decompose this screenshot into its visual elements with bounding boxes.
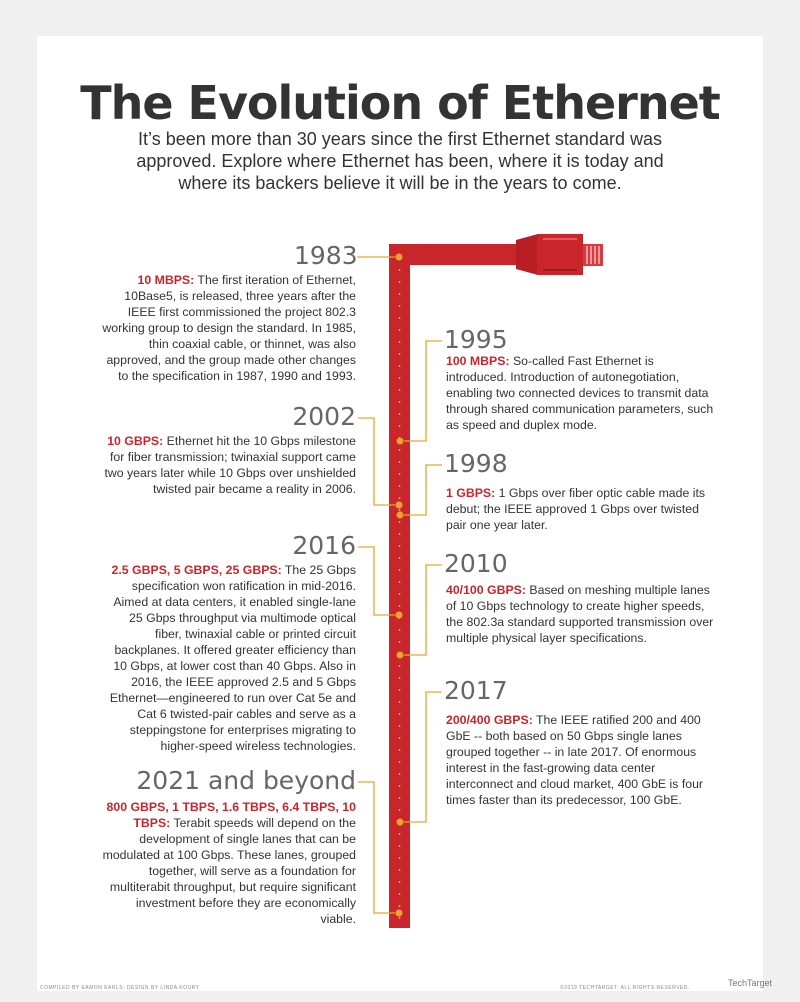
speed-label: 2.5 GBPS, 5 GBPS, 25 GBPS:: [111, 563, 282, 577]
cable-dot: [399, 293, 401, 295]
cable-dot: [399, 341, 401, 343]
speed-label: 10 GBPS:: [107, 434, 164, 448]
cable-dot: [399, 893, 401, 895]
cable-dot: [399, 857, 401, 859]
milestone-text: So-called Fast Ethernet is introduced. Introduction of autonegotiation, enabling two connected devices to transmit data through shared communication parameters, such as speed and duplex mode.: [446, 354, 714, 432]
cable-dot: [399, 629, 401, 631]
cable-dot: [399, 413, 401, 415]
milestone-2010-desc: [446, 582, 716, 646]
cable-dot: [399, 665, 401, 667]
milestone-2017-desc: [446, 712, 714, 808]
cable-dot: [399, 677, 401, 679]
cable-dot: [399, 725, 401, 727]
cable-dot: [399, 389, 401, 391]
copyright-text: ©2019 TECHTARGET. ALL RIGHTS RESERVED.: [560, 985, 690, 991]
cable-dot: [399, 281, 401, 283]
cable-dot: [399, 425, 401, 427]
cable-dot: [399, 485, 401, 487]
cable-dot: [399, 797, 401, 799]
credits-text: COMPILED BY EAMON EARLS; DESIGN BY LINDA KOURY: [40, 985, 200, 991]
year-2021-and-beyond: 2021 and beyond: [136, 766, 356, 795]
cable-dot: [399, 269, 401, 271]
cable-dot: [399, 545, 401, 547]
cable-dot: [399, 917, 401, 919]
speed-label: 1 GBPS:: [446, 486, 496, 500]
milestone-text: The IEEE ratified 200 and 400 GbE -- both based on 50 Gbps single lanes grouped together -- in late 2017. Of enormous interest in the fast-growing data center interconnect and cloud market, 400 GbE is four times faster than its predecessor, 100 GbE.: [446, 713, 704, 807]
year-2017: 2017: [444, 676, 508, 705]
milestone-1998-desc: [446, 485, 714, 533]
milestone-1995-desc: [446, 353, 714, 433]
connector-tip: [583, 244, 603, 266]
cable-dot: [399, 365, 401, 367]
rj45-plug-icon: [537, 234, 583, 275]
cable-dot: [399, 773, 401, 775]
milestone-text: Based on meshing multiple lanes of 10 Gbps technology to create higher speeds, the 802.3a standard supported transmission over multiple physical layer specifications.: [446, 583, 714, 645]
milestone-2021-desc: [100, 799, 356, 927]
speed-label: 100 MBPS:: [446, 354, 510, 368]
milestone-text: Ethernet hit the 10 Gbps milestone for fiber transmission; twinaxial support came two years later while 10 Gbps over unshielded twisted pair became a reality in 2006.: [104, 434, 356, 496]
cable-dot: [399, 509, 401, 511]
year-1983: 1983: [294, 241, 358, 270]
milestone-2016-desc: [100, 562, 356, 754]
cable-dot: [399, 833, 401, 835]
milestone-1983-desc: [100, 272, 356, 384]
cable-dot: [399, 521, 401, 523]
cable-dot: [399, 461, 401, 463]
cable-dot: [399, 329, 401, 331]
cable-dot: [399, 449, 401, 451]
techtarget-logo: TechTarget: [728, 978, 773, 988]
page-title: The Evolution of Ethernet: [80, 76, 720, 130]
milestone-text: 1 Gbps over fiber optic cable made its debut; the IEEE approved 1 Gbps over twisted pair one year later.: [446, 486, 706, 532]
connector-boot: [516, 234, 538, 275]
cable-dot: [399, 881, 401, 883]
milestone-text: The 25 Gbps specification won ratification in mid-2016. Aimed at data centers, it enabled single-lane 25 Gbps throughput via multimode optical fiber, twinaxial cable or printed circuit backplanes. It offered greater efficiency than 10 Gbps, at lower cost than 40 Gbps. Also in 2016, the IEEE approved 2.5 and 5 Gbps Ethernet—engineered to run over Cat 5e and Cat 6 twisted-pair cables and serve as a steppingstone for enterprises migrating to higher-speed wireless technologies.: [109, 563, 356, 753]
milestone-text: Terabit speeds will depend on the development of single lanes that can be modulated at 100 Gbps. These lanes, grouped together, will serve as a foundation for multiterabit throughput, but require significant investment before they are economically viable.: [102, 816, 356, 926]
cable-dot: [399, 701, 401, 703]
cable-dot: [399, 737, 401, 739]
speed-label: 10 MBPS:: [137, 273, 195, 287]
cable-dot: [399, 305, 401, 307]
page-subtitle: It’s been more than 30 years since the first Ethernet standard was approved. Explore where Ethernet has been, where it is today and where its backers believe it will be in the years to come.: [136, 129, 664, 193]
cable-dot: [399, 809, 401, 811]
cable-dot: [399, 473, 401, 475]
cable-dot: [399, 569, 401, 571]
year-2016: 2016: [292, 531, 356, 560]
cable-horizontal: [389, 244, 517, 265]
cable-dot: [399, 557, 401, 559]
cable-dot: [399, 905, 401, 907]
cable-dot: [399, 401, 401, 403]
cable-dot: [399, 869, 401, 871]
year-1998: 1998: [444, 449, 508, 478]
cable-dot: [399, 689, 401, 691]
cable-dot: [399, 593, 401, 595]
cable-dot: [399, 497, 401, 499]
speed-label: 800 GBPS, 1 TBPS, 1.6 TBPS, 6.4 TBPS, 10 TBPS:: [106, 800, 356, 830]
cable-dot: [399, 641, 401, 643]
cable-dot: [399, 581, 401, 583]
milestone-2002-desc: [100, 433, 356, 497]
year-1995: 1995: [444, 325, 508, 354]
cable-dot: [399, 749, 401, 751]
cable-dot: [399, 845, 401, 847]
cable-dot: [399, 713, 401, 715]
speed-label: 200/400 GBPS:: [446, 713, 533, 727]
cable-dot: [399, 533, 401, 535]
cable-dot: [399, 317, 401, 319]
year-2010: 2010: [444, 549, 508, 578]
cable-dot: [399, 785, 401, 787]
cable-dot: [399, 377, 401, 379]
cable-dot: [399, 761, 401, 763]
cable-dot: [399, 353, 401, 355]
milestone-text: The first iteration of Ethernet, 10Base5, is released, three years after the IEEE first commissioned the project 802.3 working group to design the standard. In 1985, thin coaxial cable, or thinnet, was also approved, and the group made other changes to the specification in 1987, 1990 and 1993.: [102, 273, 356, 383]
speed-label: 40/100 GBPS:: [446, 583, 526, 597]
cable-dot: [399, 605, 401, 607]
year-2002: 2002: [292, 402, 356, 431]
